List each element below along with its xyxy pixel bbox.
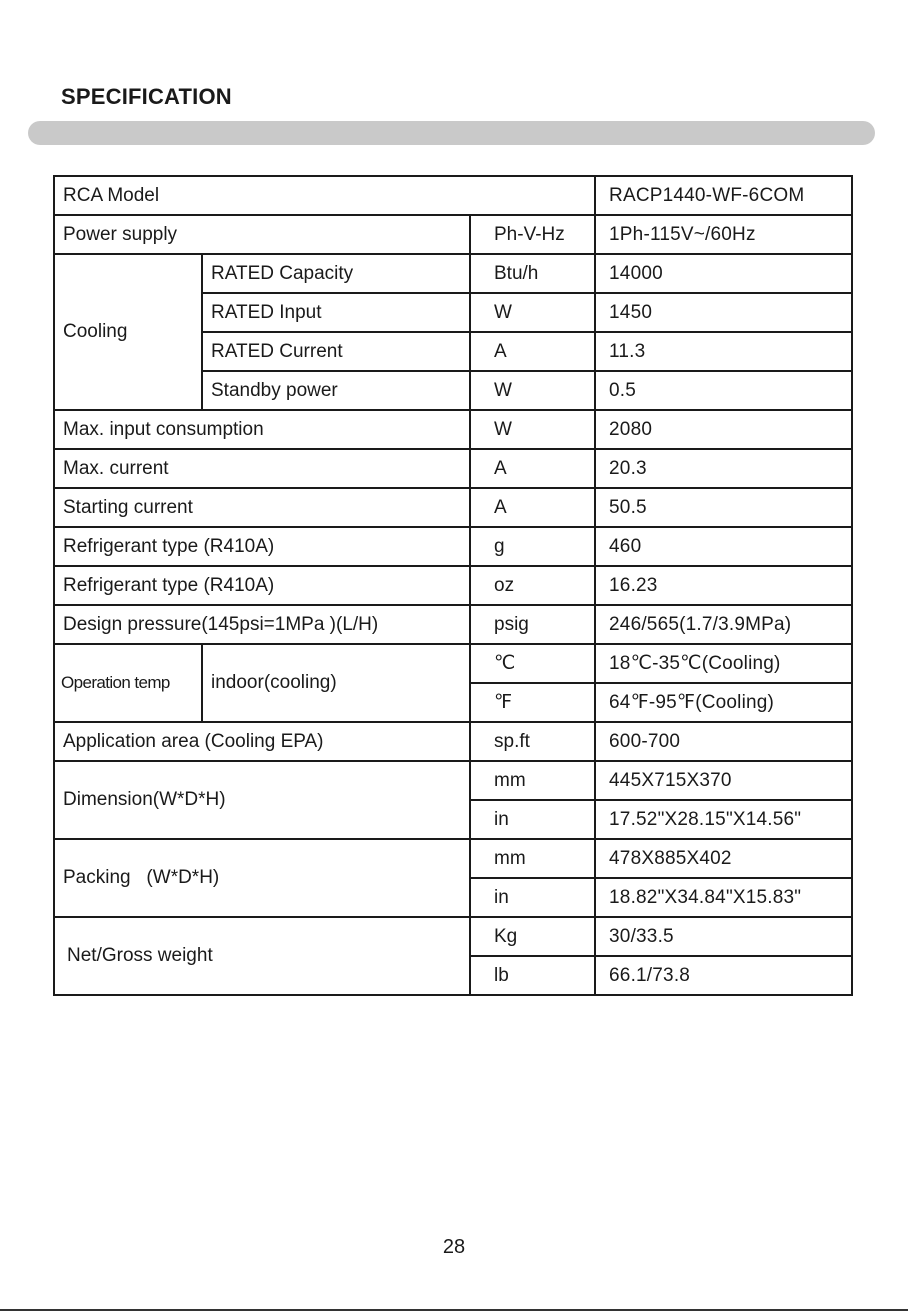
spec-unit: psig (470, 605, 595, 644)
fahrenheit-unit: ℉ (470, 683, 595, 722)
spec-value: 50.5 (595, 488, 852, 527)
dimension-value: 17.52"X28.15"X14.56" (595, 800, 852, 839)
cooling-item-value: 1450 (595, 293, 852, 332)
spec-unit: A (470, 488, 595, 527)
packing-unit: in (470, 878, 595, 917)
dimension-label: Dimension(W*D*H) (54, 761, 470, 839)
spec-unit: W (470, 410, 595, 449)
cooling-item-label: RATED Capacity (202, 254, 470, 293)
table-row (54, 917, 852, 956)
specification-table (53, 175, 853, 996)
dimension-value: 445X715X370 (595, 761, 852, 800)
packing-value: 18.82"X34.84"X15.83" (595, 878, 852, 917)
application-area-unit: sp.ft (470, 722, 595, 761)
spec-unit: g (470, 527, 595, 566)
cooling-item-label: Standby power (202, 371, 470, 410)
section-banner (28, 121, 875, 145)
power-supply-label: Power supply (54, 215, 470, 254)
spec-label: Max. input consumption (54, 410, 470, 449)
power-supply-unit: Ph-V-Hz (470, 215, 595, 254)
weight-label: Net/Gross weight (54, 917, 470, 995)
cooling-item-value: 0.5 (595, 371, 852, 410)
table-row (54, 449, 852, 488)
table-row (54, 254, 852, 293)
table-row (54, 761, 852, 800)
packing-label: Packing (W*D*H) (54, 839, 470, 917)
model-label: RCA Model (54, 176, 595, 215)
weight-unit: lb (470, 956, 595, 995)
operation-temp-value: 18℃-35℃(Cooling) (595, 644, 852, 683)
cooling-item-label: RATED Current (202, 332, 470, 371)
spec-label: Design pressure(145psi=1MPa )(L/H) (54, 605, 470, 644)
table-row (54, 410, 852, 449)
cooling-item-unit: Btu/h (470, 254, 595, 293)
celsius-unit: ℃ (470, 644, 595, 683)
cooling-item-value: 11.3 (595, 332, 852, 371)
weight-unit: Kg (470, 917, 595, 956)
cooling-label: Cooling (54, 254, 202, 410)
cooling-item-label: RATED Input (202, 293, 470, 332)
table-row (54, 215, 852, 254)
spec-value: 246/565(1.7/3.9MPa) (595, 605, 852, 644)
dimension-unit: in (470, 800, 595, 839)
table-row (54, 488, 852, 527)
cooling-item-unit: W (470, 371, 595, 410)
spec-unit: A (470, 449, 595, 488)
page-heading: SPECIFICATION (61, 84, 232, 109)
operation-temp-sub-label: indoor(cooling) (202, 644, 470, 722)
dimension-unit: mm (470, 761, 595, 800)
spec-label: Refrigerant type (R410A) (54, 527, 470, 566)
bottom-rule (0, 1309, 908, 1311)
table-row (54, 839, 852, 878)
packing-value: 478X885X402 (595, 839, 852, 878)
spec-value: 460 (595, 527, 852, 566)
operation-temp-value: 64℉-95℉(Cooling) (595, 683, 852, 722)
table-row (54, 722, 852, 761)
page-number: 28 (442, 1236, 466, 1258)
weight-value: 66.1/73.8 (595, 956, 852, 995)
application-area-value: 600-700 (595, 722, 852, 761)
spec-value: 16.23 (595, 566, 852, 605)
table-row (54, 176, 852, 215)
spec-value: 20.3 (595, 449, 852, 488)
application-area-label: Application area (Cooling EPA) (54, 722, 470, 761)
weight-value: 30/33.5 (595, 917, 852, 956)
spec-label: Refrigerant type (R410A) (54, 566, 470, 605)
cooling-item-unit: W (470, 293, 595, 332)
power-supply-value: 1Ph-115V~/60Hz (595, 215, 852, 254)
operation-temp-label: Operation temp (54, 644, 202, 722)
table-row (54, 605, 852, 644)
table-row (54, 527, 852, 566)
spec-unit: oz (470, 566, 595, 605)
cooling-item-unit: A (470, 332, 595, 371)
spec-label: Starting current (54, 488, 470, 527)
spec-label: Max. current (54, 449, 470, 488)
table-row (54, 566, 852, 605)
packing-unit: mm (470, 839, 595, 878)
model-value: RACP1440-WF-6COM (595, 176, 852, 215)
spec-value: 2080 (595, 410, 852, 449)
cooling-item-value: 14000 (595, 254, 852, 293)
table-row (54, 644, 852, 683)
